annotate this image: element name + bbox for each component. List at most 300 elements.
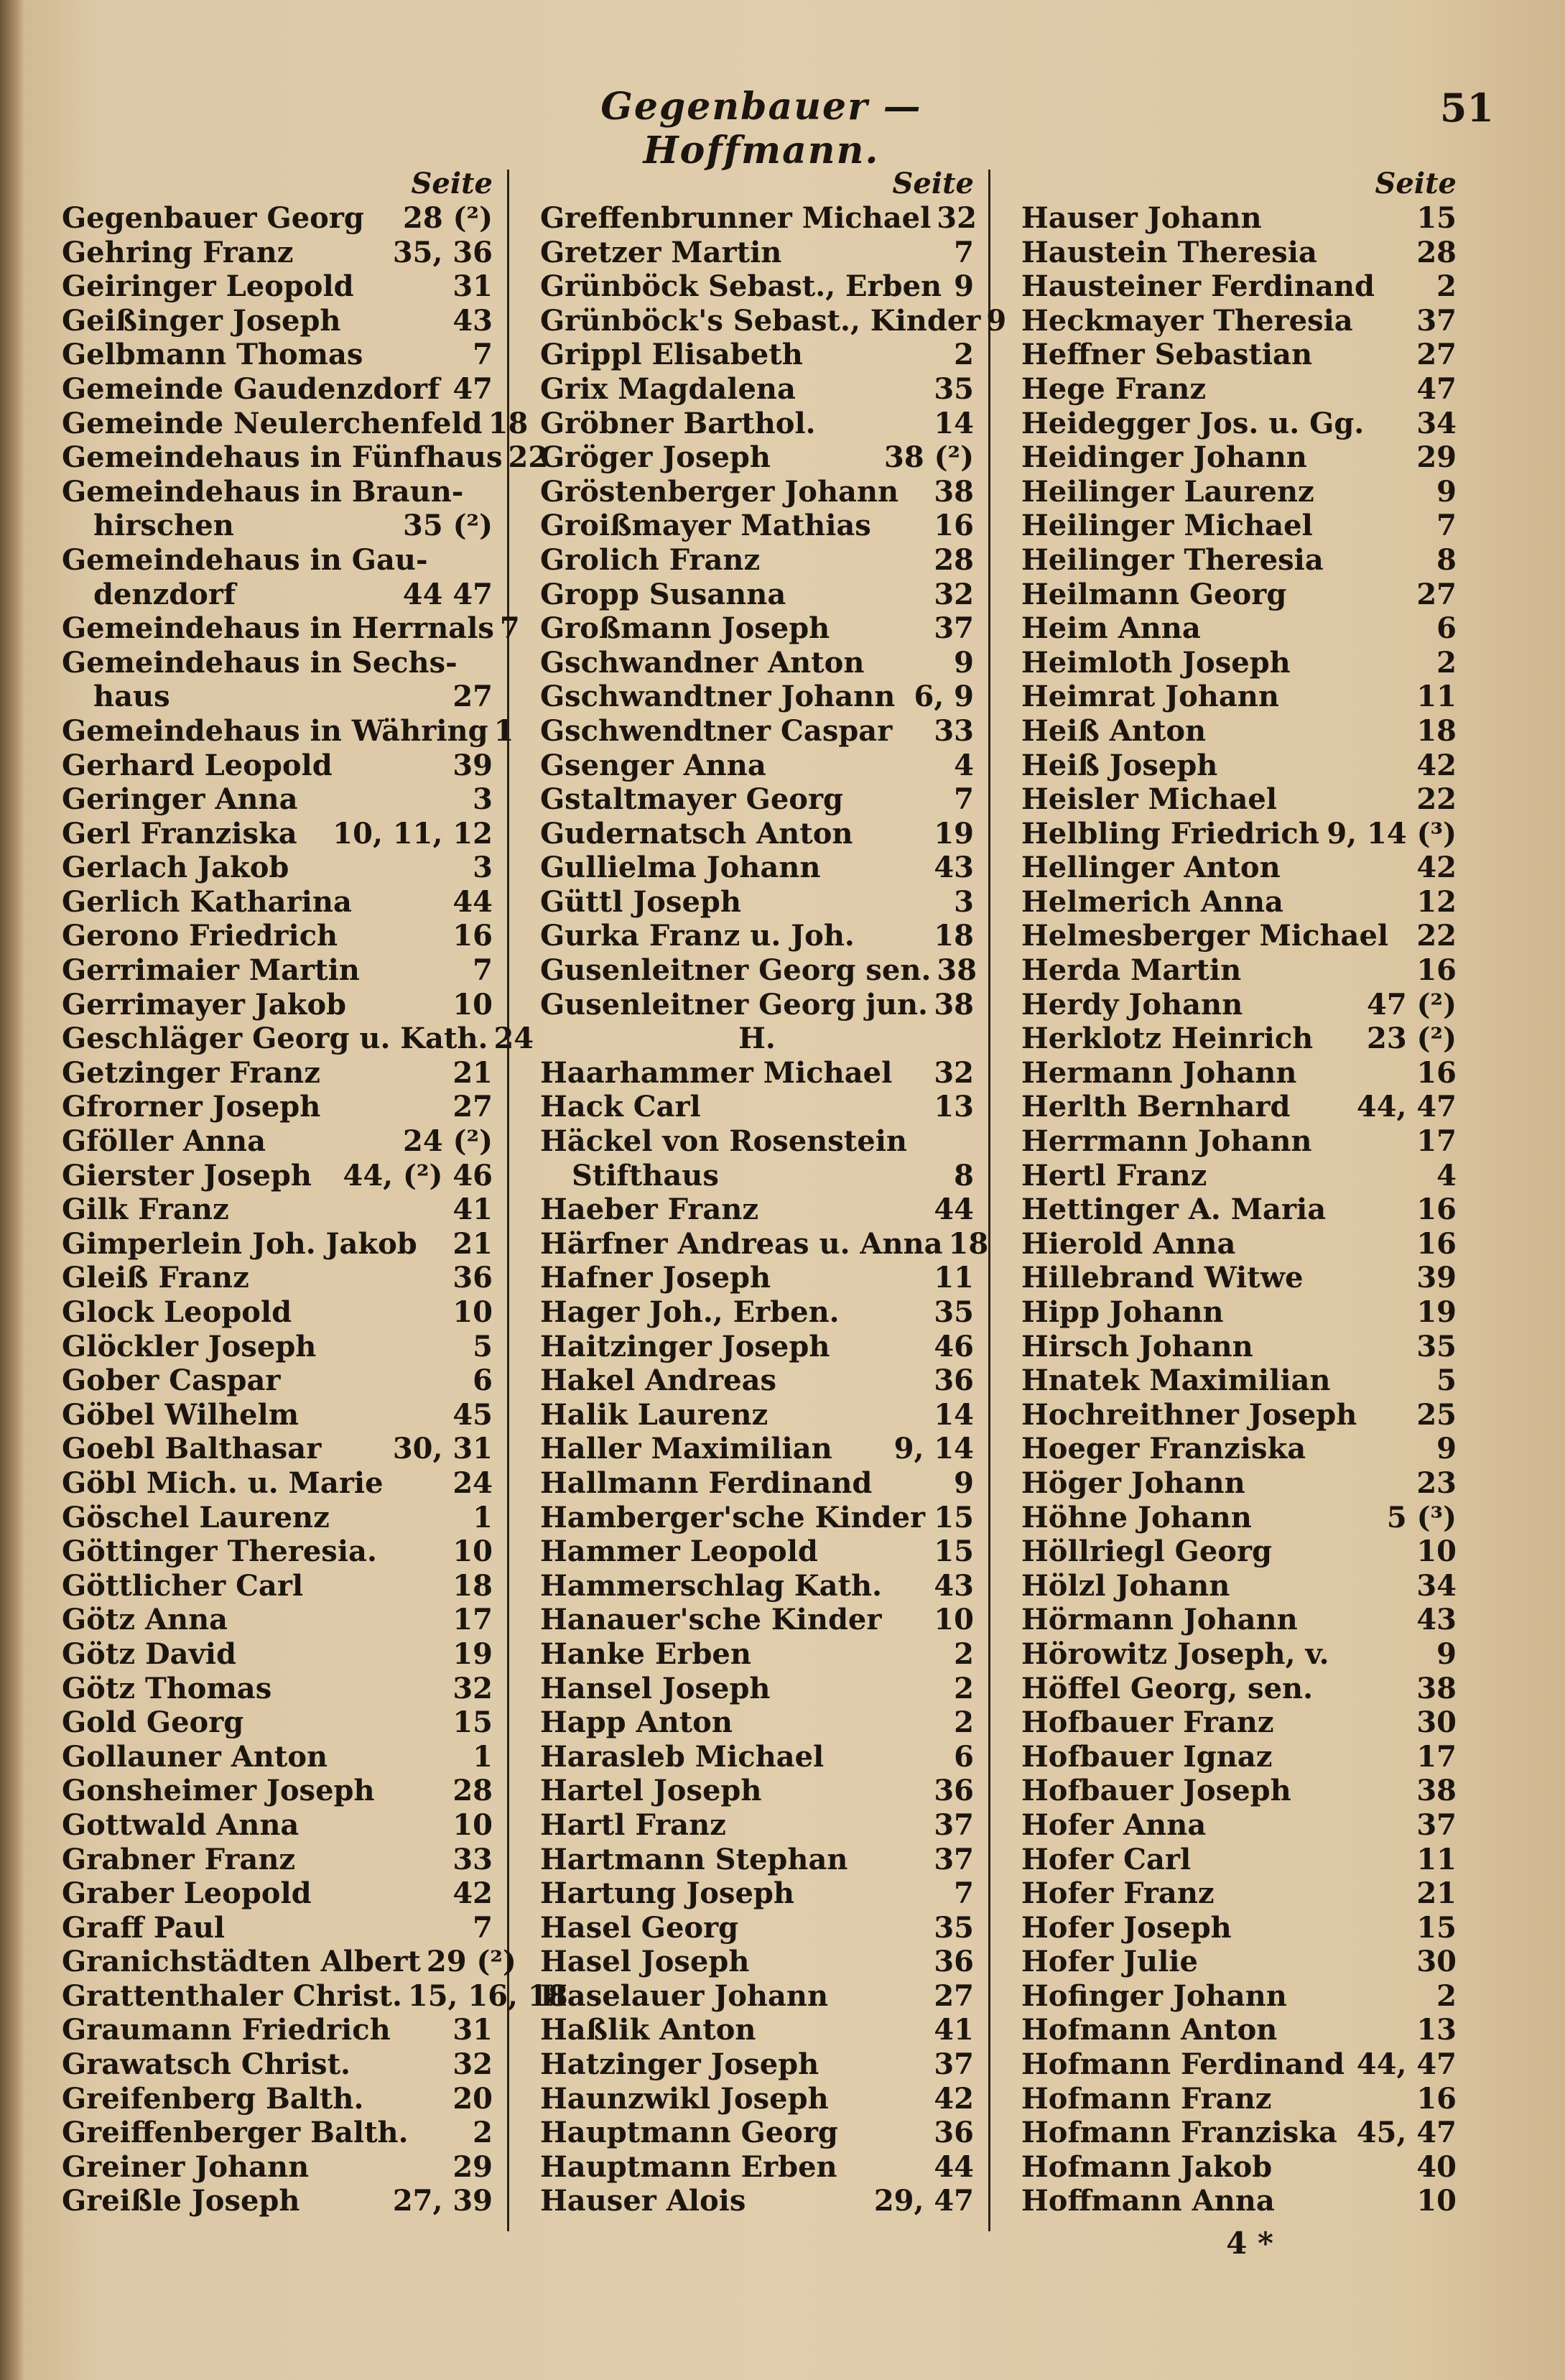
entry-name: Hofmann Ferdinand <box>1021 2047 1345 2082</box>
entry-name: Harasleb Michael <box>540 1739 825 1774</box>
index-entry <box>540 1876 974 1911</box>
index-entry <box>62 1808 493 1843</box>
index-entry <box>62 680 493 714</box>
entry-name: Gerhard Leopold <box>62 748 333 782</box>
entry-pages: 2 <box>954 1705 974 1740</box>
entry-name: Greifenberg Balth. <box>62 2081 364 2116</box>
entry-pages: 39 <box>1416 1261 1457 1295</box>
index-entry <box>540 1295 974 1330</box>
index-entry <box>62 1978 568 2014</box>
entry-pages: 16 <box>1416 953 1457 988</box>
index-entry <box>540 1808 974 1843</box>
entry-name: Gemeindehaus in Währing <box>62 713 488 748</box>
entry-name: Greffenbrunner Michael <box>540 201 932 235</box>
entry-name: Heckmayer Theresia <box>1021 303 1353 338</box>
index-entry <box>1021 543 1457 578</box>
entry-pages: 16 <box>1416 1226 1457 1261</box>
entry-name: Hofmann Jakob <box>1021 2149 1273 2184</box>
index-entry <box>540 782 974 817</box>
entry-pages: 16 <box>1416 1193 1457 1227</box>
entry-name: Hauser Alois <box>540 2184 746 2218</box>
entry-pages: 33 <box>934 713 974 748</box>
page-number: 51 <box>1439 85 1494 131</box>
entry-name: Hartung Joseph <box>540 1876 794 1911</box>
entry-name: Hettinger A. Maria <box>1021 1193 1327 1227</box>
entry-name: Gierster Joseph <box>62 1158 312 1193</box>
index-entry <box>540 303 1007 338</box>
entry-name: Hofbauer Franz <box>1021 1705 1274 1740</box>
index-entry <box>62 646 493 680</box>
entry-name: Haarhammer Michael <box>540 1055 893 1090</box>
entry-pages: 35 <box>1416 1329 1457 1363</box>
index-entry <box>1021 1569 1457 1603</box>
entry-pages: 18 <box>488 406 529 440</box>
entry-name: Geiringer Leopold <box>62 269 354 304</box>
entry-pages: 27 <box>452 1090 493 1124</box>
entry-pages: 7 <box>954 235 974 269</box>
index-entry <box>540 1911 974 1945</box>
index-entry <box>540 2047 974 2082</box>
index-entry <box>62 1534 493 1569</box>
entry-name: Heiß Joseph <box>1021 748 1218 782</box>
entry-name: Graumann Friedrich <box>62 2013 391 2047</box>
entry-name: Göbl Mich. u. Marie <box>62 1465 384 1500</box>
entry-pages: 18 <box>452 1568 493 1603</box>
entry-name: Hanauer'sche Kinder <box>540 1603 882 1637</box>
entry-pages: 41 <box>934 2013 974 2047</box>
entry-name: Haeber Franz <box>540 1193 759 1227</box>
index-entry <box>540 1705 974 1740</box>
entry-name: Greiffenberger Balth. <box>62 2116 409 2150</box>
index-entry <box>540 1363 974 1398</box>
index-entry <box>540 1466 974 1501</box>
entry-name: Hallmann Ferdinand <box>540 1465 873 1500</box>
entry-pages: 22 <box>1416 782 1457 817</box>
entry-pages: 5 <box>473 1329 493 1363</box>
entry-name: Geißinger Joseph <box>62 303 341 338</box>
entry-pages: 45, 47 <box>1356 2116 1457 2150</box>
index-entry <box>1021 475 1457 509</box>
entry-name: Grattenthaler Christ. <box>62 1978 402 2013</box>
index-entry <box>62 1843 493 1877</box>
index-entry <box>62 304 493 338</box>
entry-pages: 27 <box>452 680 493 714</box>
entry-pages: 24 (²) <box>403 1124 493 1159</box>
section-letter: H. <box>738 1022 776 1056</box>
index-entry <box>1021 201 1457 236</box>
entry-name: Gfrorner Joseph <box>62 1090 321 1124</box>
index-entry <box>540 817 974 851</box>
index-entry <box>540 269 974 304</box>
entry-name: Härfner Andreas u. Anna <box>540 1226 943 1261</box>
index-entry <box>1021 338 1457 372</box>
entry-name: Heimrat Johann <box>1021 680 1279 714</box>
index-entry <box>1021 2150 1457 2185</box>
entry-pages: 21 <box>452 1226 493 1261</box>
index-entry <box>62 1466 493 1501</box>
entry-pages: 35 (²) <box>403 509 493 543</box>
entry-pages: 44, (²) 46 <box>343 1158 493 1193</box>
index-entry <box>1021 851 1457 885</box>
index-entry <box>540 1261 974 1295</box>
index-entry <box>1021 1330 1457 1364</box>
entry-pages: 2 <box>954 338 974 372</box>
entry-pages: 41 <box>452 1193 493 1227</box>
index-entry <box>540 680 974 714</box>
index-entry <box>540 2082 974 2116</box>
index-entry <box>1021 2184 1457 2218</box>
entry-pages: 7 <box>473 338 493 372</box>
entry-name: Hofmann Franziska <box>1021 2116 1337 2150</box>
index-entry <box>1021 1022 1457 1056</box>
index-entry <box>62 1159 493 1193</box>
entry-name: Hofbauer Joseph <box>1021 1774 1291 1808</box>
index-entry <box>540 372 974 407</box>
index-entry <box>540 1569 974 1603</box>
index-entry <box>540 1843 974 1877</box>
index-rows <box>62 201 568 2218</box>
entry-pages: 15 <box>452 1705 493 1740</box>
index-entry <box>540 338 974 372</box>
entry-name: Gottwald Anna <box>62 1807 299 1842</box>
entry-pages: 7 <box>954 1876 974 1911</box>
entry-name: Häckel von Rosenstein <box>540 1124 907 1159</box>
entry-name: Hnatek Maximilian <box>1021 1363 1331 1398</box>
index-column-3 <box>1021 167 1457 2236</box>
index-entry <box>62 1911 493 1945</box>
index-entry <box>1021 1159 1457 1193</box>
entry-pages: 8 <box>954 1158 974 1193</box>
entry-name: Hofer Joseph <box>1021 1910 1232 1945</box>
entry-name: Goebl Balthasar <box>62 1432 322 1466</box>
entry-pages: 35, 36 <box>392 235 493 269</box>
index-entry <box>1021 1398 1457 1432</box>
entry-pages: 3 <box>473 851 493 885</box>
index-entry <box>62 1569 493 1603</box>
entry-pages: 14 <box>934 1397 974 1432</box>
entry-pages: 47 (²) <box>1367 987 1457 1022</box>
entry-pages: 43 <box>934 1568 974 1603</box>
entry-pages: 38 <box>1416 1774 1457 1808</box>
index-entry <box>540 1501 974 1535</box>
entry-name: Gehring Franz <box>62 235 294 269</box>
entry-name: Heisler Michael <box>1021 782 1278 817</box>
entry-name: Graber Leopold <box>62 1876 312 1911</box>
entry-pages: 16 <box>934 509 974 543</box>
index-entry <box>62 1637 493 1672</box>
entry-pages: 31 <box>452 269 493 304</box>
index-entry <box>62 2013 493 2047</box>
entry-pages: 42 <box>1416 851 1457 885</box>
entry-name: Heilinger Theresia <box>1021 542 1324 577</box>
entry-pages: 9 <box>1436 1636 1457 1671</box>
index-entry <box>1021 372 1457 407</box>
entry-name: Höger Johann <box>1021 1465 1245 1500</box>
entry-name: Gonsheimer Joseph <box>62 1774 375 1808</box>
index-entry <box>1021 1808 1457 1843</box>
entry-name: Gerrimayer Jakob <box>62 987 347 1022</box>
entry-pages: 37 <box>934 2047 974 2082</box>
entry-name: Haselauer Johann <box>540 1978 829 2013</box>
entry-name: Heffner Sebastian <box>1021 338 1313 372</box>
entry-pages: 15 <box>1416 1910 1457 1945</box>
index-entry <box>1021 1740 1457 1774</box>
entry-name: Gemeindehaus in Sechs- <box>62 645 458 680</box>
index-entry <box>540 953 977 988</box>
entry-name: Gleiß Franz <box>62 1261 249 1295</box>
entry-pages: 46 <box>934 1329 974 1363</box>
index-entry <box>62 919 493 953</box>
index-entry <box>540 988 974 1022</box>
index-entry <box>1021 1124 1457 1159</box>
entry-pages: 29 <box>452 2149 493 2184</box>
entry-pages: 43 <box>1416 1603 1457 1637</box>
entry-pages: 15 <box>934 1500 974 1534</box>
index-entry <box>540 1432 974 1466</box>
entry-pages: 36 <box>934 1945 974 1979</box>
index-entry <box>62 2184 493 2218</box>
entry-pages: 27, 39 <box>392 2184 493 2218</box>
entry-pages: 32 <box>934 1055 974 1090</box>
index-entry <box>1021 1295 1457 1330</box>
entry-name: Hoffmann Anna <box>1021 2184 1275 2218</box>
entry-pages: 16 <box>452 919 493 953</box>
entry-pages: 34 <box>1416 406 1457 440</box>
entry-name: Gelbmann Thomas <box>62 338 363 372</box>
entry-pages: 32 <box>452 1671 493 1705</box>
entry-pages: 37 <box>1416 1807 1457 1842</box>
entry-pages: 28 <box>1416 235 1457 269</box>
index-entry <box>1021 1672 1457 1706</box>
index-entry <box>1021 646 1457 680</box>
index-entry <box>62 236 493 270</box>
entry-name: Göschel Laurenz <box>62 1500 330 1534</box>
entry-name: Heilinger Laurenz <box>1021 474 1314 509</box>
index-entry <box>540 1979 974 2014</box>
index-entry <box>1021 714 1457 749</box>
entry-name: Hausteiner Ferdinand <box>1021 269 1375 304</box>
entry-pages: 16 <box>1416 1055 1457 1090</box>
entry-pages: 6 <box>954 1739 974 1774</box>
index-entry <box>62 269 493 304</box>
entry-pages: 20 <box>452 2081 493 2116</box>
entry-name: Grolich Franz <box>540 542 761 577</box>
entry-name: Hofinger Johann <box>1021 1978 1287 2013</box>
index-entry <box>1021 1090 1457 1124</box>
entry-name: Greiner Johann <box>62 2149 310 2184</box>
entry-pages: 36 <box>452 1261 493 1295</box>
entry-pages: 2 <box>954 1636 974 1671</box>
entry-pages: 18 <box>948 1226 989 1261</box>
index-entry <box>540 611 974 646</box>
entry-name: Hager Joh., Erben. <box>540 1295 840 1329</box>
entry-pages: 9 <box>954 269 974 304</box>
entry-name: Gröbner Barthol. <box>540 406 816 440</box>
entry-pages: 2 <box>1436 1978 1457 2013</box>
entry-name: Gemeinde Neulerchenfeld <box>62 406 483 440</box>
index-entry <box>1021 509 1457 543</box>
index-entry <box>62 1227 493 1261</box>
index-entry <box>62 406 529 441</box>
index-entry <box>62 2116 493 2150</box>
index-entry <box>62 509 493 543</box>
entry-name: Gemeindehaus in Braun- <box>62 474 464 509</box>
index-entry <box>62 1432 493 1466</box>
entry-name: Herdy Johann <box>1021 987 1243 1022</box>
index-entry <box>540 1159 974 1193</box>
entry-pages: 34 <box>1416 1568 1457 1603</box>
index-entry <box>62 953 493 988</box>
entry-pages: 32 <box>452 2047 493 2082</box>
entry-name: Heidinger Johann <box>1021 440 1307 475</box>
index-entry <box>62 440 549 475</box>
entry-pages: 19 <box>1416 1295 1457 1329</box>
index-entry <box>540 2150 974 2185</box>
index-entry <box>1021 578 1457 612</box>
index-entry <box>62 713 514 749</box>
index-entry <box>1021 2082 1457 2116</box>
index-entry <box>1021 1774 1457 1808</box>
entry-name: Haunzwikl Joseph <box>540 2081 829 2116</box>
index-entry <box>1021 440 1457 475</box>
entry-pages: 9 <box>1436 474 1457 509</box>
entry-name: Gschwendtner Caspar <box>540 713 893 748</box>
index-entry <box>1021 1363 1457 1398</box>
entry-pages: 42 <box>1416 748 1457 782</box>
entry-pages: 19 <box>452 1636 493 1671</box>
entry-pages: 10 <box>1416 2184 1457 2218</box>
index-entry <box>540 1124 974 1159</box>
entry-name: Gerlach Jakob <box>62 851 289 885</box>
signature-mark: 4 * <box>1226 2226 1273 2261</box>
entry-pages: 9 <box>1436 1432 1457 1466</box>
entry-pages: 19 <box>934 816 974 851</box>
index-entry <box>62 611 520 646</box>
entry-name: Hasel Joseph <box>540 1945 750 1979</box>
entry-name: Gschwandtner Johann <box>540 680 896 714</box>
index-entry <box>540 236 974 270</box>
index-column-2 <box>540 167 1007 2236</box>
index-entry <box>1021 236 1457 270</box>
entry-name: Güttl Joseph <box>540 884 741 919</box>
entry-pages: 7 <box>473 953 493 988</box>
index-entry <box>540 714 974 749</box>
index-entry <box>1021 1979 1457 2014</box>
index-entry <box>1021 1843 1457 1877</box>
entry-name: Heilmann Georg <box>1021 577 1287 611</box>
entry-pages: 22 <box>1416 919 1457 953</box>
entry-name: Gilk Franz <box>62 1193 229 1227</box>
index-entry <box>540 2116 974 2150</box>
seite-label: Seite <box>892 167 974 200</box>
index-entry <box>1021 885 1457 920</box>
entry-name: Hakel Andreas <box>540 1363 777 1398</box>
entry-name: Haustein Theresia <box>1021 235 1317 269</box>
index-entry <box>1021 1876 1457 1911</box>
entry-pages: 44 <box>934 2149 974 2184</box>
index-entry <box>540 440 974 475</box>
entry-name: Gstaltmayer Georg <box>540 782 844 817</box>
index-entry <box>1021 1227 1457 1261</box>
entry-pages: 7 <box>473 1910 493 1945</box>
entry-name: Grünböck's Sebast., Kinder <box>540 303 981 338</box>
entry-name: Geringer Anna <box>62 782 298 817</box>
index-entry <box>1021 782 1457 817</box>
index-entry <box>1021 1705 1457 1740</box>
index-entry <box>1021 1501 1457 1535</box>
entry-name: Gullielma Johann <box>540 851 821 885</box>
entry-name: Hillebrand Witwe <box>1021 1261 1304 1295</box>
entry-pages: 44, 47 <box>1356 2047 1457 2082</box>
index-entry <box>1021 1637 1457 1672</box>
entry-name: Grippl Elisabeth <box>540 338 803 372</box>
entry-name: Hauptmann Erben <box>540 2149 837 2184</box>
entry-pages: 30 <box>1416 1705 1457 1740</box>
entry-pages: 6, 9 <box>914 680 974 714</box>
entry-name: Glöckler Joseph <box>62 1329 317 1363</box>
entry-pages: 10 <box>1416 1534 1457 1569</box>
entry-name: Hamberger'sche Kinder <box>540 1500 926 1534</box>
entry-pages: 29 <box>1416 440 1457 475</box>
entry-name: Hofer Carl <box>1021 1842 1192 1876</box>
index-entry <box>62 201 493 236</box>
entry-pages: 9 <box>954 1465 974 1500</box>
entry-pages: 30, 31 <box>392 1432 493 1466</box>
entry-pages: 9 <box>954 645 974 680</box>
index-entry <box>62 851 493 885</box>
entry-pages: 33 <box>452 1842 493 1876</box>
entry-pages: 35 <box>934 371 974 406</box>
entry-pages: 4 <box>1436 1158 1457 1193</box>
index-entry <box>62 2150 493 2185</box>
entry-name: Greißle Joseph <box>62 2184 300 2218</box>
entry-name: Hofmann Anton <box>1021 2013 1278 2047</box>
column-divider <box>507 170 509 2231</box>
index-entry <box>540 1534 974 1569</box>
index-entry <box>62 1672 493 1706</box>
entry-pages: 18 <box>1416 713 1457 748</box>
entry-pages: 3 <box>473 782 493 817</box>
entry-name: Groißmayer Mathias <box>540 509 871 543</box>
binding-shadow <box>0 0 24 2380</box>
entry-pages: 15, 16, 18 <box>407 1978 568 2013</box>
entry-pages: 23 (²) <box>1367 1022 1457 1056</box>
entry-name: Hermann Johann <box>1021 1055 1297 1090</box>
entry-name: Hege Franz <box>1021 371 1207 406</box>
entry-name: Hanke Erben <box>540 1636 751 1671</box>
entry-pages: 44 <box>934 1193 974 1227</box>
entry-pages: 2 <box>1436 269 1457 304</box>
entry-pages: 28 <box>452 1774 493 1808</box>
entry-pages: 9, 14 <box>893 1432 974 1466</box>
entry-name: Heiß Anton <box>1021 713 1207 748</box>
entry-name: Gropp Susanna <box>540 577 786 611</box>
entry-name: Grünböck Sebast., Erben <box>540 269 942 304</box>
index-entry <box>540 1774 974 1808</box>
entry-name: Hofer Franz <box>1021 1876 1215 1911</box>
index-entry <box>1021 919 1457 953</box>
entry-pages: 22 <box>508 440 549 475</box>
index-entry <box>1021 953 1457 988</box>
index-entry <box>540 885 974 920</box>
entry-name: Gföller Anna <box>62 1124 266 1159</box>
entry-pages: 31 <box>452 2013 493 2047</box>
entry-name: Gröger Joseph <box>540 440 771 475</box>
index-rows <box>540 201 1007 2218</box>
entry-name: Hirsch Johann <box>1021 1329 1253 1363</box>
entry-name: Grawatsch Christ. <box>62 2047 350 2082</box>
index-entry <box>1021 1432 1457 1466</box>
